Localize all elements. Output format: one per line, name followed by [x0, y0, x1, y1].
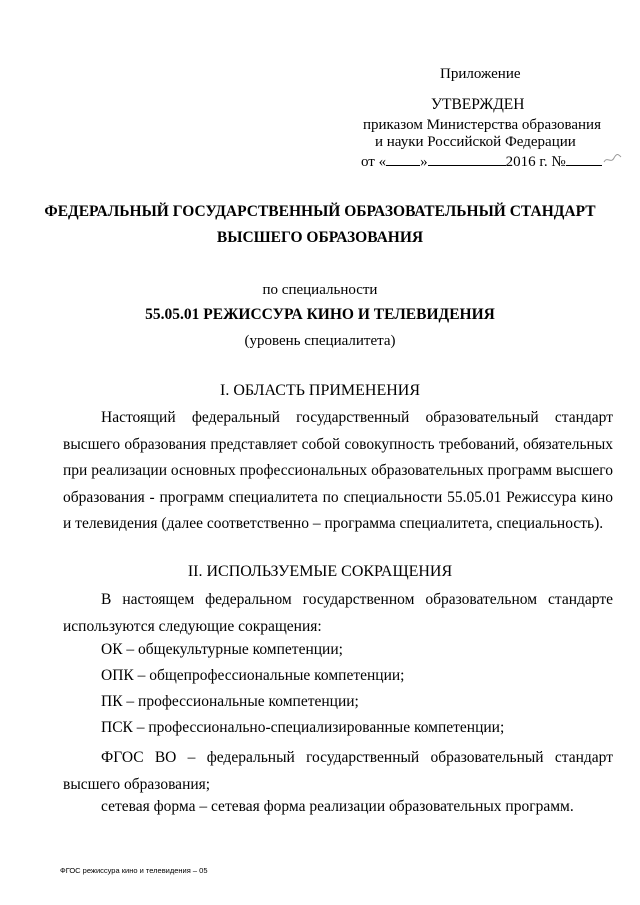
- date-prefix: от «: [361, 154, 387, 170]
- document-title-line-2: ВЫСШЕГО ОБРАЗОВАНИЯ: [216, 229, 424, 246]
- specialty-name: 55.05.01 РЕЖИССУРА КИНО И ТЕЛЕВИДЕНИЯ: [145, 306, 495, 323]
- education-level: (уровень специалитета): [244, 333, 396, 349]
- abbreviation-item: ОК – общекультурные компетенции;: [101, 641, 343, 658]
- order-line-2: и науки Российской Федерации: [375, 134, 576, 150]
- section-2-heading: II. ИСПОЛЬЗУЕМЫЕ СОКРАЩЕНИЯ: [187, 563, 453, 580]
- section-1-paragraph: Настоящий федеральный государственный образовательный стандарт высшего образования представляет собой совокупность требований, обязательных при реализации основных профессиональных образовательных программ высшего образования - программ специалитета по специальности 55.05.01 Режиссура кино и телевидения (далее соответственно – программа специалитета, специальность).: [63, 409, 613, 532]
- section-1-heading: I. ОБЛАСТЬ ПРИМЕНЕНИЯ: [219, 382, 421, 399]
- order-number-field: [566, 151, 602, 166]
- order-date-line: [361, 151, 622, 171]
- document-title-line-1: ФЕДЕРАЛЬНЫЙ ГОСУДАРСТВЕННЫЙ ОБРАЗОВАТЕЛЬНЫЙ СТАНДАРТ: [44, 203, 596, 220]
- date-month-field: [428, 151, 506, 166]
- page-footer: ФГОС режиссура кино и телевидения – 05: [60, 866, 208, 875]
- abbreviation-item: ПК – профессиональные компетенции;: [101, 693, 359, 710]
- date-separator: »: [420, 154, 428, 170]
- handwritten-mark: [602, 152, 622, 171]
- specialty-label: по специальности: [262, 282, 378, 298]
- order-line-1: приказом Министерства образования: [363, 117, 601, 133]
- appendix-label: Приложение: [440, 66, 521, 82]
- section-2-intro: В настоящем федеральном государственном образовательном стандарте используются следующие сокращения:: [63, 591, 613, 635]
- date-day-field: [386, 151, 420, 166]
- abbreviation-item: ФГОС ВО – федеральный государственный образовательный стандарт высшего образования;: [63, 749, 613, 793]
- abbreviation-item: ПСК – профессионально-специализированные компетенции;: [101, 719, 505, 736]
- approved-label: УТВЕРЖДЕН: [431, 96, 525, 113]
- abbreviation-item: ОПК – общепрофессиональные компетенции;: [101, 667, 405, 684]
- abbreviation-item: сетевая форма – сетевая форма реализации образовательных программ.: [101, 798, 574, 815]
- date-year: 2016 г. №: [505, 154, 566, 170]
